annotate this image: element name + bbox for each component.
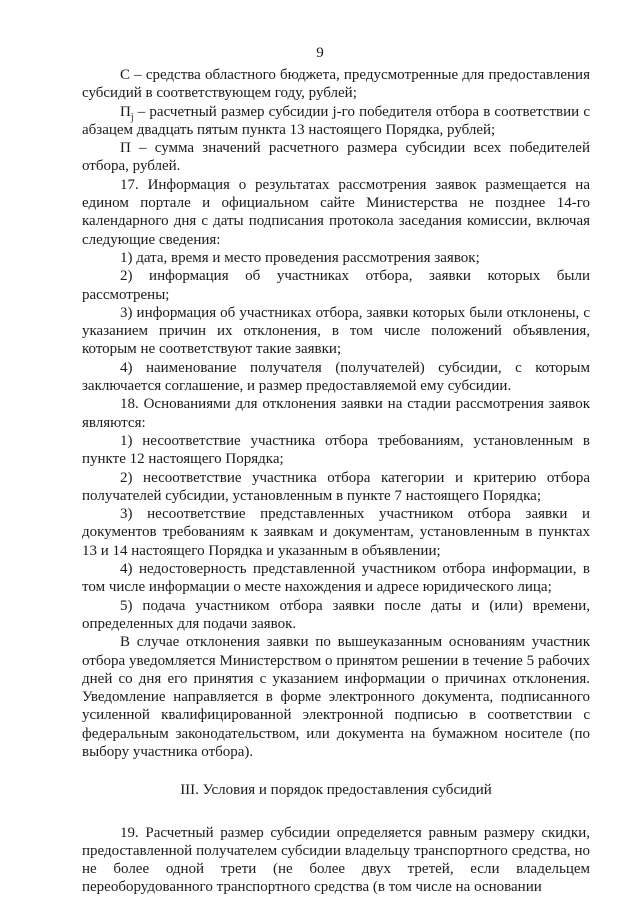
list-item-18-4: 4) недостоверность представленной участником отбора информации, в том числе информации о месте нахождения и адресе юридического лица;	[82, 561, 590, 596]
list-item-18-2: 2) несоответствие участника отбора категории и критерию отбора получателей субсидии, установленным в пункте 7 настоящего Порядка;	[82, 469, 590, 504]
paragraph-19: 19. Расчетный размер субсидии определяется равным размеру скидки, предоставленной получателем субсидии владельцу транспортного средства, но не более одной трети (не более двух третей, если владельцем переоборудованного транспортного средства (в том числе на основании	[82, 824, 590, 896]
paragraph-sum-definition: П – сумма значений расчетного размера субсидии всех победителей отбора, рублей.	[82, 140, 590, 175]
symbol-p: П	[120, 103, 131, 120]
paragraph-18: 18. Основаниями для отклонения заявки на стадии рассмотрения заявок являются:	[82, 396, 590, 431]
symbol-j-subscript: j	[130, 111, 134, 123]
subsidy-j-text: – расчетный размер субсидии j-го победителя отбора в соответствии с абзацем двадцать пятым пункта 13 настоящего Порядка, рублей;	[82, 103, 590, 138]
list-item-18-3: 3) несоответствие представленных участником отбора заявки и документов требованиям к заявкам и документам, установленным в пунктах 13 и 14 настоящего Порядка и указанным в объявлении;	[82, 506, 590, 559]
list-item-17-4: 4) наименование получателя (получателей) субсидии, с которым заключается соглашение, и размер предоставляемой ему субсидии.	[82, 359, 590, 395]
section-heading: III. Условия и порядок предоставления субсидий	[180, 782, 492, 799]
paragraph-rejection-notice: В случае отклонения заявки по вышеуказанным основаниям участник отбора уведомляется Министерством о принятом решении в течение 5 рабочих дней со дня его принятия с указанием информации о причинах отклонения. Уведомление направляется в форме электронного документа, подписанного усиленной квалифицированной электронной подписью в соответствии с федеральным законодательством, или документа на бумажном носителе (по выбору участника отбора).	[82, 634, 590, 760]
list-item-18-5: 5) подача участником отбора заявки после даты и (или) времени, определенных для подачи заявок.	[82, 597, 590, 632]
page-number: 9	[316, 45, 324, 61]
paragraph-17: 17. Информация о результатах рассмотрения заявок размещается на едином портале и официальном сайте Министерства не позднее 14-го календарного дня с даты подписания протокола заседания комиссии, включая следующие сведения:	[82, 176, 590, 248]
list-item-17-3: 3) информация об участниках отбора, заявки которых были отклонены, с указанием причин их отклонения, в том числе положений объявления, которым не соответствуют такие заявки;	[82, 304, 590, 358]
list-item-17-2: 2) информация об участниках отбора, заявки которых были рассмотрены;	[82, 268, 590, 303]
list-item-17-1: 1) дата, время и место проведения рассмотрения заявок;	[120, 249, 480, 266]
document-body	[82, 66, 590, 897]
paragraph-subsidy-j-definition	[82, 103, 590, 140]
list-item-18-1: 1) несоответствие участника отбора требованиям, установленным в пункте 12 настоящего Порядка;	[82, 432, 590, 468]
paragraph-budget-definition: С – средства областного бюджета, предусмотренные для предоставления субсидий в соответствующем году, рублей;	[82, 67, 590, 102]
